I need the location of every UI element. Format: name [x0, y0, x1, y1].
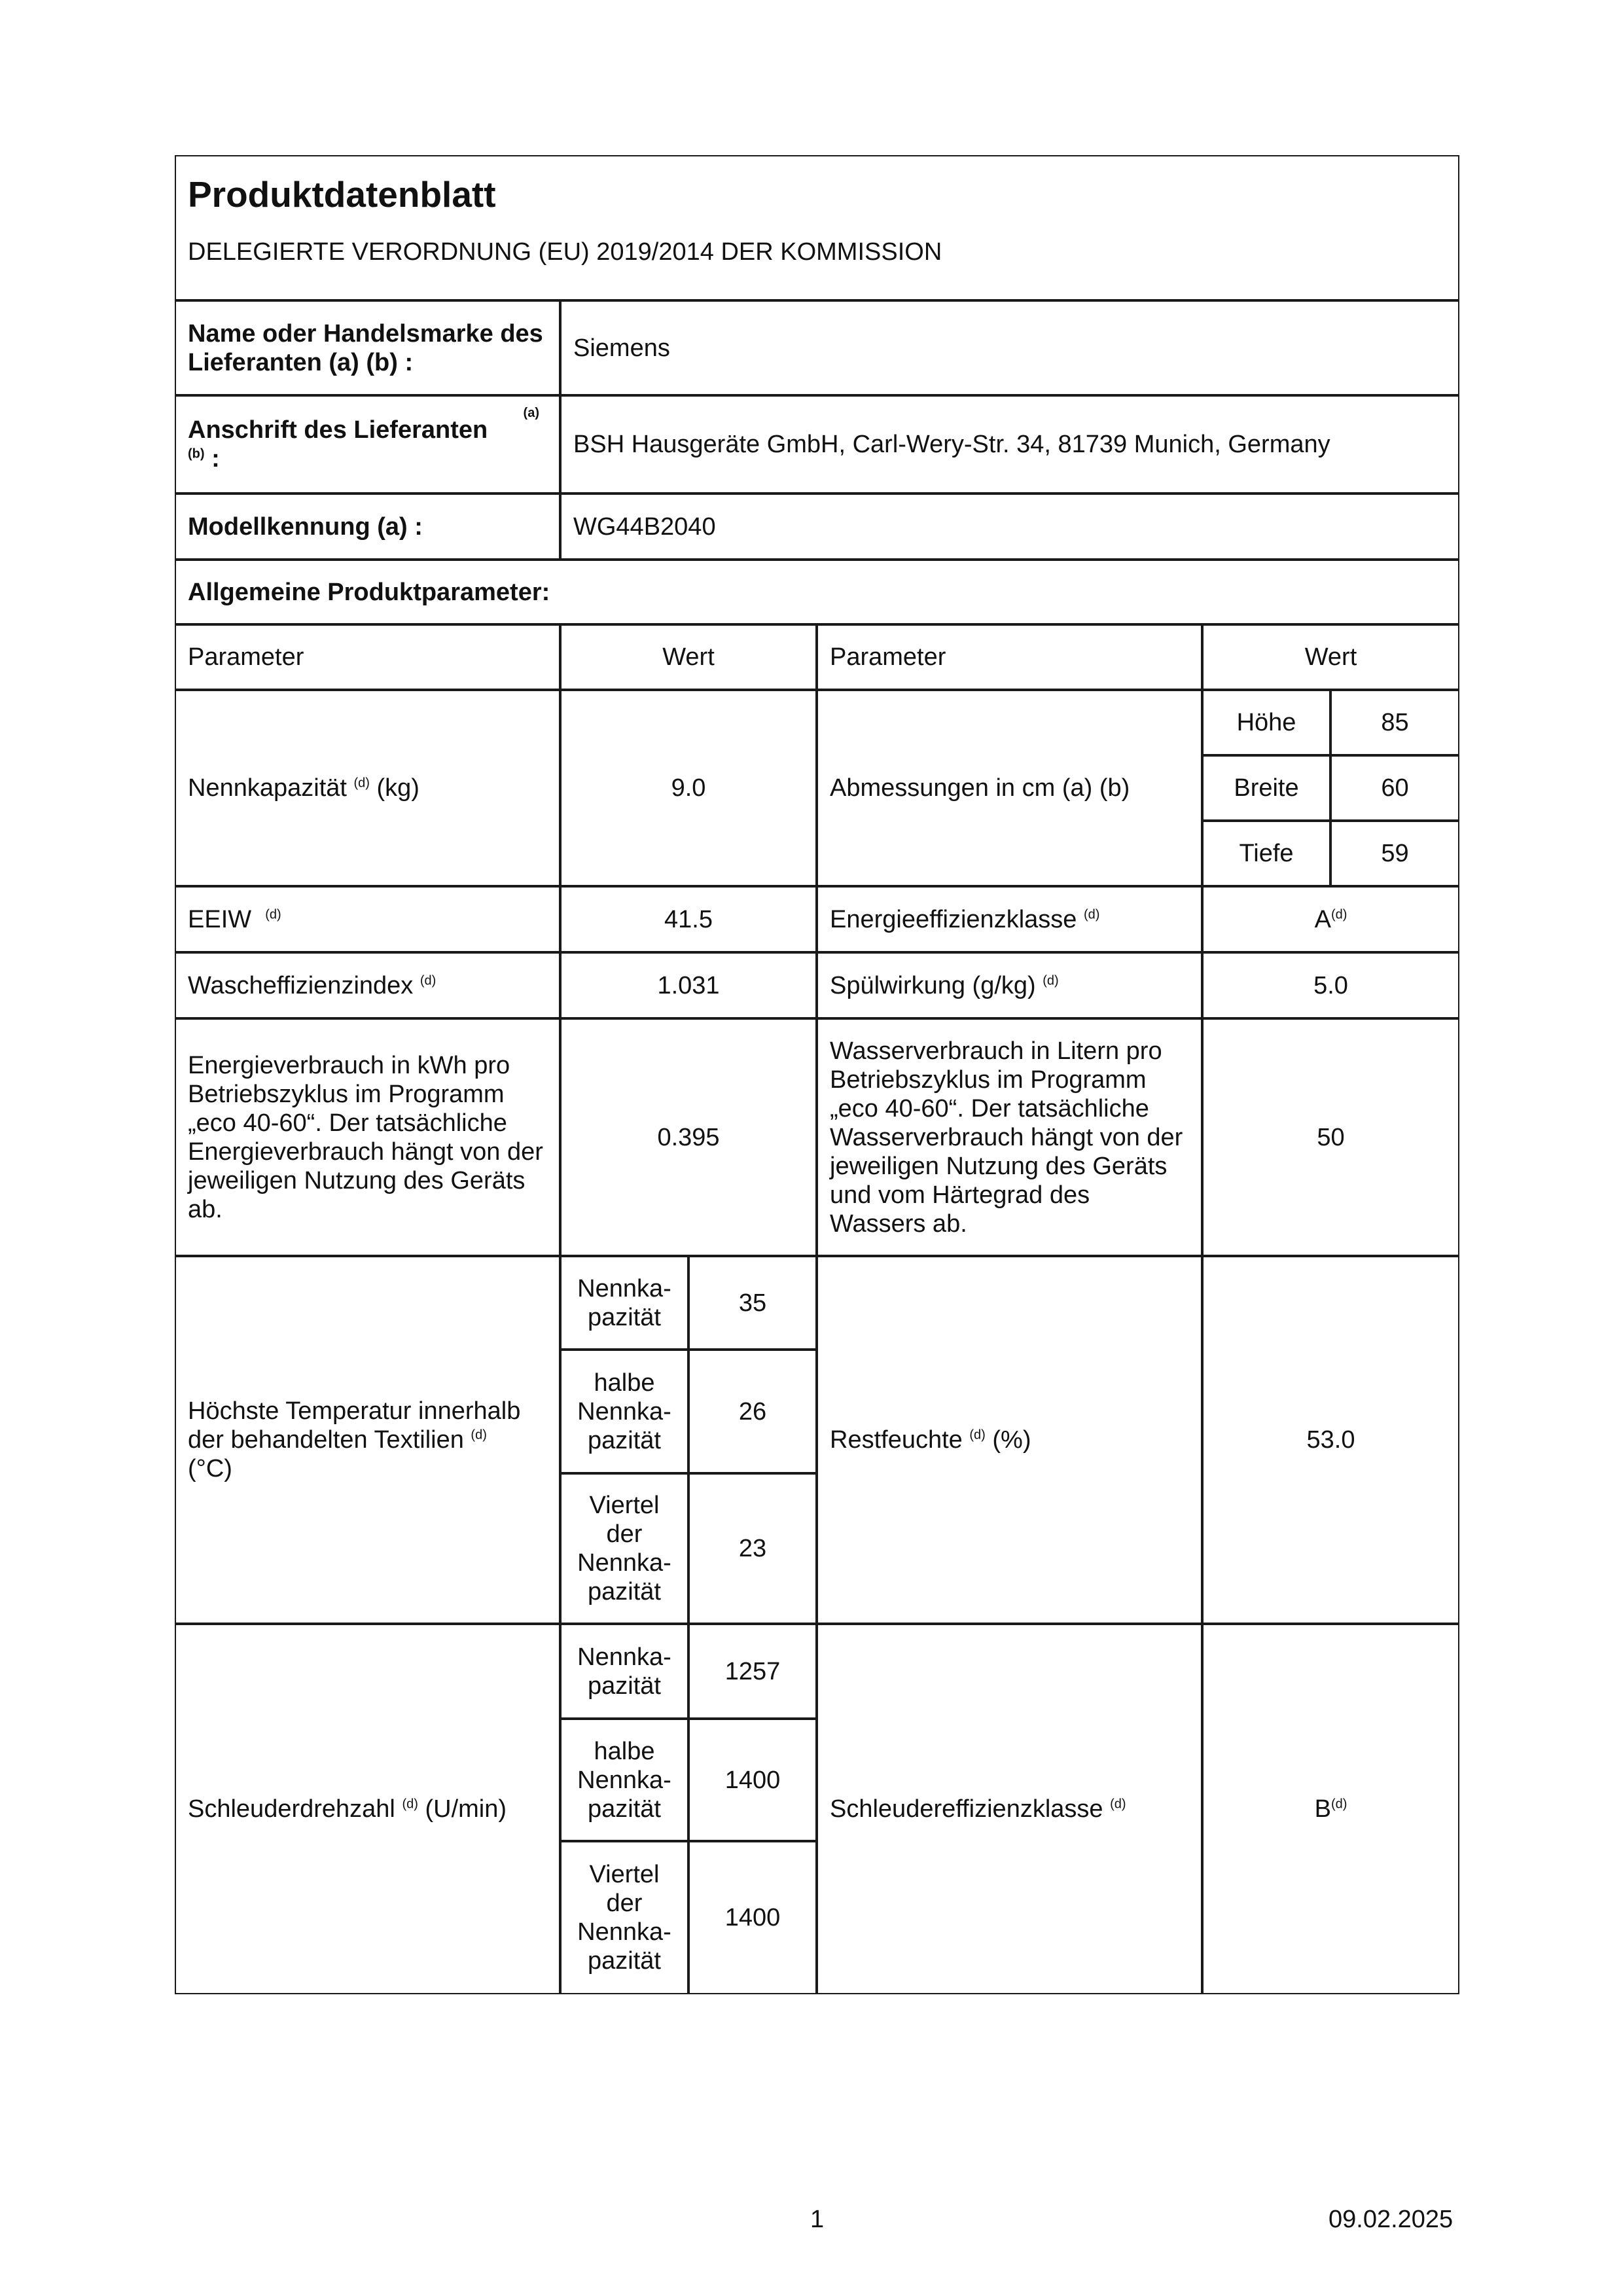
footnote-d: (d) — [1083, 906, 1100, 922]
col-header-parameter-1: Parameter — [175, 624, 560, 690]
wash-index-value: 1.031 — [560, 952, 817, 1018]
max-temp-full-label: Nennka- pazität — [560, 1256, 688, 1350]
energy-consumption-value: 0.395 — [560, 1018, 817, 1256]
footnote-d: (d) — [471, 1427, 487, 1443]
footnote-d: (d) — [1110, 1797, 1126, 1812]
page-title: Produktdatenblatt — [188, 174, 496, 215]
max-temp-quarter-value: 23 — [688, 1473, 817, 1624]
spin-quarter-label: Viertel der Nennka- pazität — [560, 1841, 688, 1994]
model-label: Modellkennung (a) : — [175, 493, 560, 560]
capacity-value: 9.0 — [560, 690, 817, 886]
page-number: 1 — [810, 2206, 825, 2233]
supplier-name-label: Name oder Handelsmarke des Lieferanten (a) (b) : — [175, 300, 560, 395]
capacity-unit: (kg) — [376, 774, 419, 802]
residual-moisture-value: 53.0 — [1202, 1256, 1459, 1624]
width-value: 60 — [1330, 755, 1459, 821]
supplier-address-label: Anschrift des Lieferanten — [188, 416, 488, 444]
eeiw-value: 41.5 — [560, 886, 817, 952]
header-cell — [175, 155, 1459, 300]
spin-speed-label: Schleuderdrehzahl — [188, 1795, 395, 1823]
residual-moisture-unit: (%) — [992, 1426, 1031, 1454]
spin-half-label: halbe Nennka- pazität — [560, 1719, 688, 1841]
rinse-label: Spülwirkung (g/kg) — [830, 971, 1036, 999]
general-parameters-heading: Allgemeine Produktparameter: — [175, 560, 1459, 624]
footnote-d: (d) — [1330, 1797, 1347, 1812]
depth-label: Tiefe — [1202, 821, 1330, 886]
spin-speed-unit: (U/min) — [425, 1795, 507, 1823]
eeiw-label-cell — [175, 886, 560, 952]
energy-class-label-cell — [817, 886, 1202, 952]
max-temp-half-label: halbe Nennka- pazität — [560, 1350, 688, 1473]
footnote-d: (d) — [265, 906, 281, 922]
footer-date: 09.02.2025 — [1329, 2206, 1454, 2233]
spin-class-label: Schleudereffizienzklasse — [830, 1795, 1103, 1823]
height-label: Höhe — [1202, 690, 1330, 755]
spin-full-value: 1257 — [688, 1624, 817, 1719]
supplier-address-value: BSH Hausgeräte GmbH, Carl-Wery-Str. 34, 81739 Munich, Germany — [560, 395, 1459, 493]
energy-class-label: Energieeffizienzklasse — [830, 905, 1077, 933]
col-header-parameter-2: Parameter — [817, 624, 1202, 690]
capacity-label-cell — [175, 690, 560, 886]
col-header-value-1: Wert — [560, 624, 817, 690]
spin-class-label-cell — [817, 1624, 1202, 1994]
footnote-d: (d) — [419, 973, 437, 988]
spin-class-value: B — [1314, 1795, 1331, 1823]
wash-index-label-cell — [175, 952, 560, 1018]
wash-index-label: Wascheffizienzindex — [188, 971, 414, 999]
product-data-sheet — [175, 155, 1459, 1994]
max-temp-quarter-label: Viertel der Nennka- pazität — [560, 1473, 688, 1624]
rinse-value: 5.0 — [1202, 952, 1459, 1018]
supplier-address-label-cell: Anschrift des Lieferanten (a) $^{(b)}$ : — [175, 395, 560, 493]
eeiw-label: EEIW — [188, 905, 252, 933]
footnote-d: (d) — [969, 1427, 986, 1443]
address-colon: : — [211, 445, 220, 473]
spin-class-value-cell — [1202, 1624, 1459, 1994]
spin-full-label: Nennka- pazität — [560, 1624, 688, 1719]
col-header-value-2: Wert — [1202, 624, 1459, 690]
depth-value: 59 — [1330, 821, 1459, 886]
model-value: WG44B2040 — [560, 493, 1459, 560]
max-temp-label: Höchste Temperatur innerhalb der behandelten Textilien — [188, 1397, 521, 1454]
rinse-label-cell — [817, 952, 1202, 1018]
regulation-text: DELEGIERTE VERORDNUNG (EU) 2019/2014 DER KOMMISSION — [188, 238, 942, 266]
footnote-d: (d) — [353, 776, 370, 791]
water-consumption-value: 50 — [1202, 1018, 1459, 1256]
energy-consumption-label: Energieverbrauch in kWh pro Betriebszyklus im Programm „eco 40-60“. Der tatsächliche Energieverbrauch hängt von der jeweiligen Nutzung des Geräts ab. — [175, 1018, 560, 1256]
dimensions-label: Abmessungen in cm (a) (b) — [817, 690, 1202, 886]
max-temp-full-value: 35 — [688, 1256, 817, 1350]
spin-speed-label-cell — [175, 1624, 560, 1994]
footnote-d: (d) — [402, 1797, 418, 1812]
water-consumption-label: Wasserverbrauch in Litern pro Betriebszyklus im Programm „eco 40-60“. Der tatsächliche Wasserverbrauch hängt von der jeweiligen Nutzung des Geräts und vom Härtegrad des Wassers ab. — [817, 1018, 1202, 1256]
footnote-d: (d) — [1330, 906, 1347, 922]
spin-half-value: 1400 — [688, 1719, 817, 1841]
spin-quarter-value: 1400 — [688, 1841, 817, 1994]
height-value: 85 — [1330, 690, 1459, 755]
footnote-d: (d) — [1043, 973, 1059, 988]
energy-class-value-cell — [1202, 886, 1459, 952]
max-temp-unit: (°C) — [188, 1455, 232, 1482]
width-label: Breite — [1202, 755, 1330, 821]
capacity-label: Nennkapazität — [188, 774, 347, 802]
supplier-name-value: Siemens — [560, 300, 1459, 395]
footnote-b: (b) — [188, 446, 205, 461]
residual-moisture-label-cell — [817, 1256, 1202, 1624]
energy-class-value: A — [1314, 905, 1331, 933]
max-temp-label-cell — [175, 1256, 560, 1624]
residual-moisture-label: Restfeuchte — [830, 1426, 963, 1454]
max-temp-half-value: 26 — [688, 1350, 817, 1473]
